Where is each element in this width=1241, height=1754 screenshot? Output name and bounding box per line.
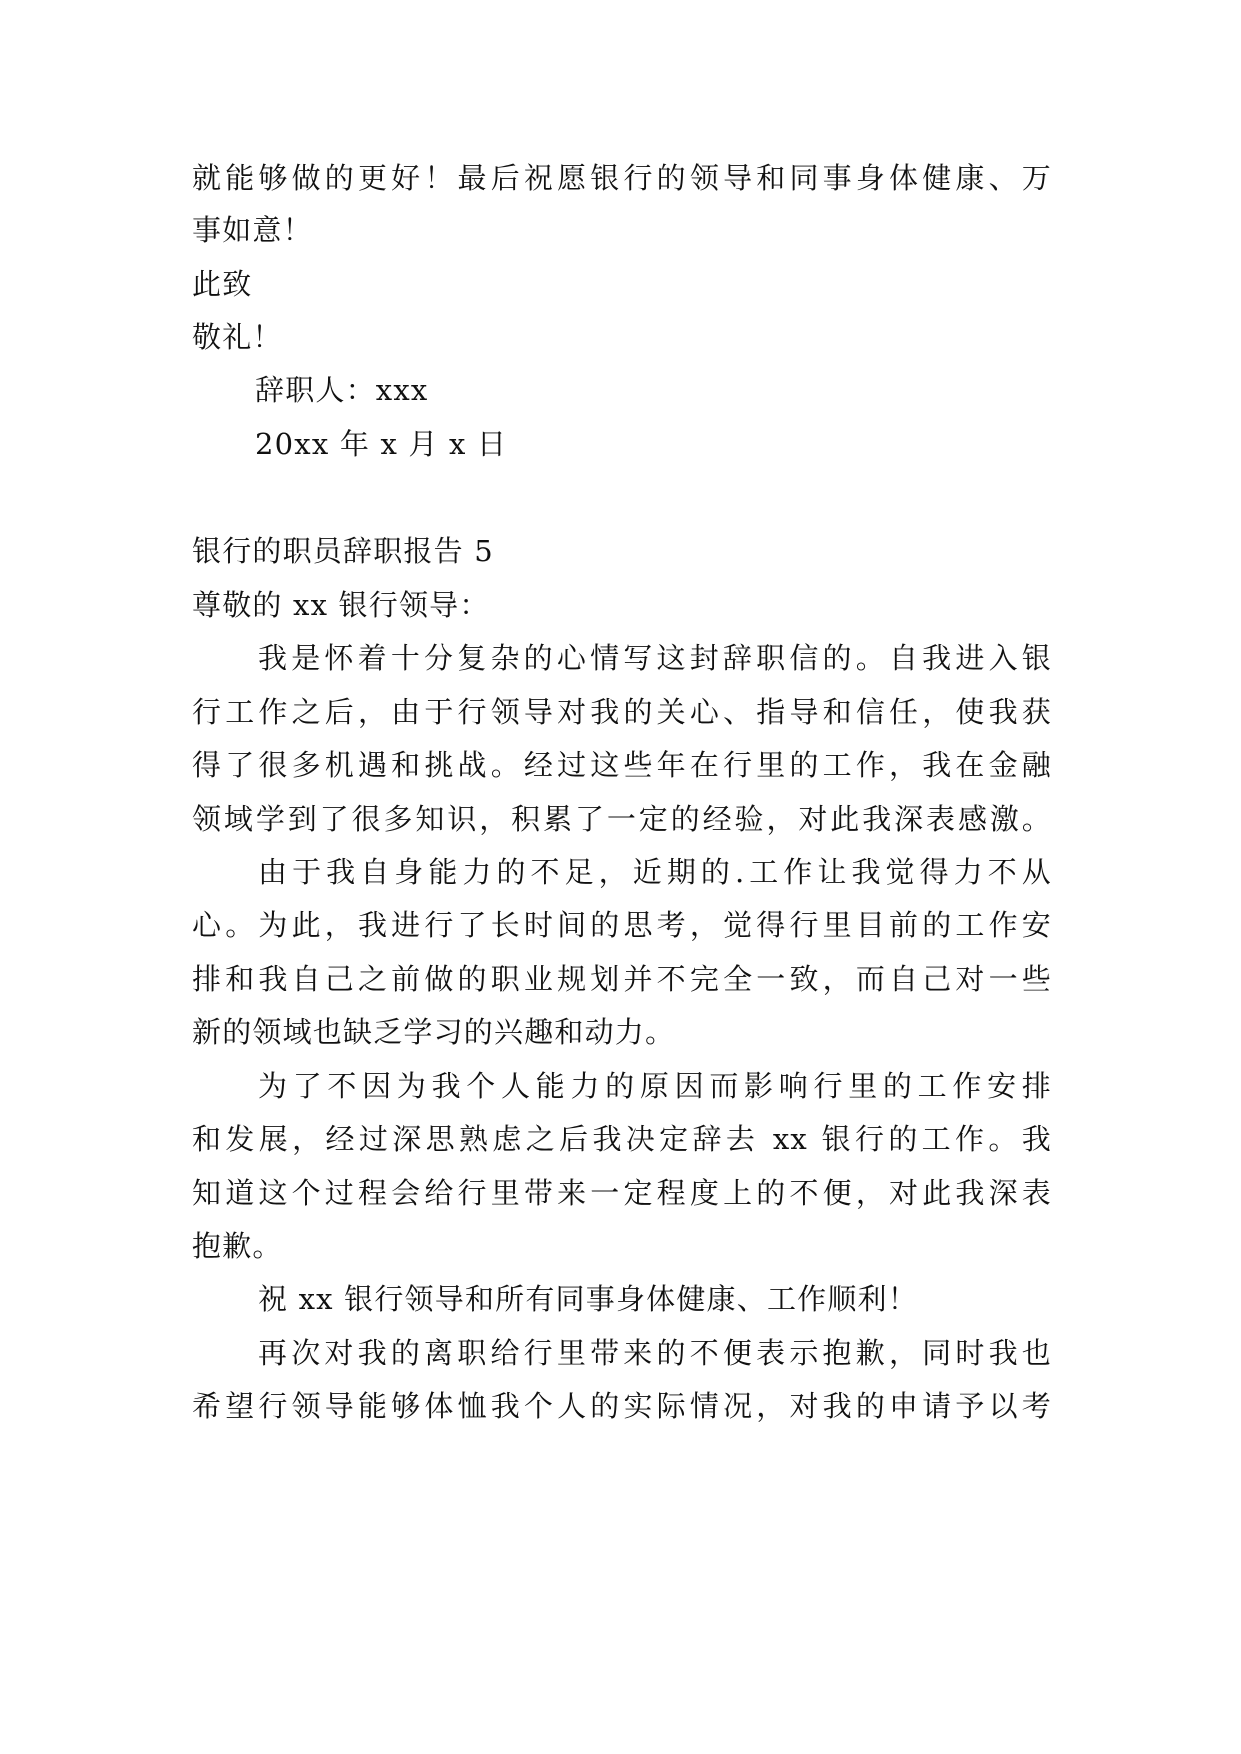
paragraph-3-line-4: 抱歉。 [192,1229,283,1263]
closing-salutation-1: 此致 [192,267,253,301]
paragraph-3-line-1: 为了不因为我个人能力的原因而影响行里的工作安排 [258,1069,1052,1103]
paragraph-1-line-3: 得了很多机遇和挑战。经过这些年在行里的工作，我在金融 [192,748,1052,782]
paragraph-5-line-2: 希望行领导能够体恤我个人的实际情况，对我的申请予以考 [192,1389,1052,1423]
paragraph-2-line-1: 由于我自身能力的不足，近期的.工作让我觉得力不从 [258,855,1052,889]
paragraph-1-line-4: 领域学到了很多知识，积累了一定的经验，对此我深表感激。 [192,802,1052,836]
section-title: 银行的职员辞职报告 5 [192,534,494,568]
paragraph-1-line-1: 我是怀着十分复杂的心情写这封辞职信的。自我进入银 [258,641,1052,675]
paragraph-3-line-3: 知道这个过程会给行里带来一定程度上的不便，对此我深表 [192,1176,1052,1210]
closing-salutation-2: 敬礼！ [192,320,283,354]
paragraph-2-line-4: 新的领域也缺乏学习的兴趣和动力。 [192,1015,676,1049]
paragraph-1-line-2: 行工作之后，由于行领导对我的关心、指导和信任，使我获 [192,695,1052,729]
paragraph-4-line-1: 祝 xx 银行领导和所有同事身体健康、工作顺利！ [258,1282,918,1316]
paragraph-3-line-2: 和发展，经过深思熟虑之后我决定辞去 xx 银行的工作。我 [192,1122,1052,1156]
greeting: 尊敬的 xx 银行领导： [192,588,490,622]
date-line: 20xx 年 x 月 x 日 [255,427,508,461]
paragraph-5-line-1: 再次对我的离职给行里带来的不便表示抱歉，同时我也 [258,1336,1052,1370]
continuation-line-2: 事如意！ [192,213,313,247]
paragraph-2-line-3: 排和我自己之前做的职业规划并不完全一致，而自己对一些 [192,962,1052,996]
continuation-line-1: 就能够做的更好！最后祝愿银行的领导和同事身体健康、万 [192,161,1052,195]
signer-line: 辞职人：xxx [255,373,429,407]
paragraph-2-line-2: 心。为此，我进行了长时间的思考，觉得行里目前的工作安 [192,908,1052,942]
